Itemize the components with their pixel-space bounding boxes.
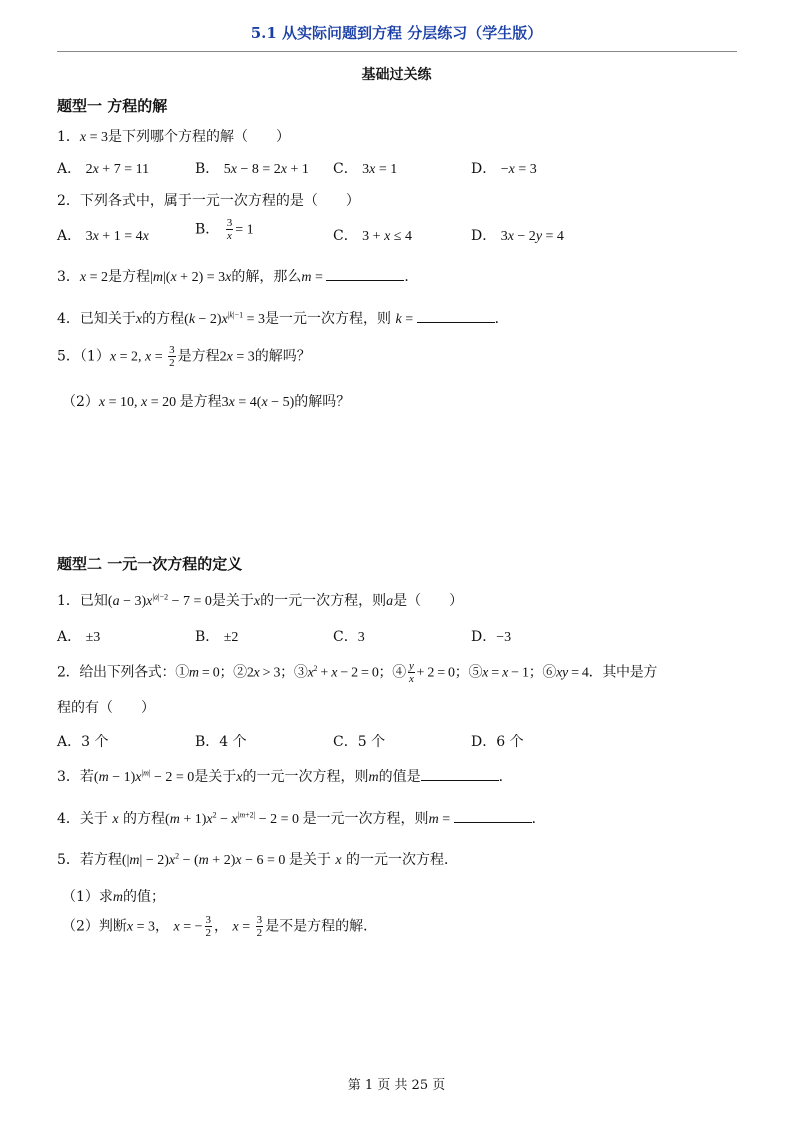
t1-q1-option-c: C． 3x = 1	[333, 161, 398, 177]
t1-q2-option-a: A． 3x + 1 = 4x	[57, 228, 149, 244]
t1-q2-stem: 2．下列各式中，属于一元一次方程的是（ ）	[57, 193, 360, 209]
type2-heading: 题型二 一元一次方程的定义	[57, 555, 243, 573]
answer-blank[interactable]	[454, 810, 532, 823]
t2-q1-option-c: C．3	[333, 629, 365, 645]
t1-q2-option-b: B． $\frac{3}{x}$ = 1	[195, 217, 254, 242]
t2-q1-option-d: D．−3	[471, 629, 512, 645]
type1-heading: 题型一 方程的解	[57, 97, 168, 115]
t1-q1-option-d: D． −x = 3	[471, 161, 537, 177]
t2-q1: 1．已知$(a - 3)x^{|a|-2} - 7 = 0$是关于x的一元一次方程，则a是（ ）	[57, 592, 464, 609]
answer-blank[interactable]	[421, 768, 499, 781]
math-expression: x	[79, 130, 87, 145]
t2-q4: 4．关于 x 的方程$(m + 1)x^2 - x^{|m+2|} - 2 = 0$ 是一元一次方程，则m = ．	[57, 810, 546, 827]
t2-q1-option-a: A． ±3	[57, 629, 101, 645]
t2-q2-option-a: A．3 个	[57, 734, 109, 750]
page-number: 第 1 页 共 25 页	[347, 1078, 446, 1093]
document-title: 5.1 从实际问题到方程 分层练习（学生版）	[250, 24, 543, 42]
answer-blank[interactable]	[326, 268, 404, 281]
t1-q3: 3．x = 2是方程|m|(x + 2) = 3x的解，那么m = ．	[57, 269, 419, 285]
question-number: 1．	[57, 129, 80, 145]
question-text: 是下列哪个方程的解（ ）	[108, 129, 291, 145]
t2-q5-part1: （1）求m的值；	[62, 889, 166, 905]
t1-q2-option-d: D． 3x − 2y = 4	[471, 228, 564, 244]
t2-q2-option-c: C．5 个	[333, 734, 386, 750]
t2-q5: 5．若方程$(|m| - 2)x^2 - (m + 2)x - 6 = 0$ 是关于 x 的一元一次方程．	[57, 851, 458, 868]
t1-q1-option-b: B． 5x − 8 = 2x + 1	[195, 161, 309, 177]
t2-q1-option-b: B． ±2	[195, 629, 239, 645]
t1-q5-part2: （2）x = 10, x = 20 是方程3x = 4(x − 5)的解吗？	[62, 394, 351, 410]
t2-q2-stem-cont: 程的有（ ）	[57, 700, 155, 716]
t1-q1-stem: 1．x = 3是下列哪个方程的解（ ）	[57, 129, 291, 145]
t1-q5-part1: 5．（1）x = 2, x = $\frac{3}{2}$ 是方程2x = 3的解吗？	[57, 344, 311, 369]
section-title: 基础过关练	[361, 67, 432, 83]
t1-q4: 4．已知关于x的方程$(k - 2)x^{|k|-1} = 3$是一元一次方程，则 k = ．	[57, 310, 509, 327]
t2-q3: 3．若$(m - 1)x^{|m|} - 2 = 0$是关于x的一元一次方程，则m的值是 ．	[57, 768, 513, 785]
t2-q2-option-d: D．6 个	[471, 734, 524, 750]
answer-blank[interactable]	[417, 310, 495, 323]
t2-q5-part2: （2）判断x = 3， x = − $\frac{3}{2}$ ， x = $\frac{3}{2}$ 是不是方程的解．	[62, 914, 378, 939]
t1-q1-option-a: A． 2x + 7 = 11	[57, 161, 150, 177]
t2-q2-option-b: B．4 个	[195, 734, 247, 750]
t2-q2-stem: 2．给出下列各式：①m = 0；②2x > 3；$③x^2 + x - 2 = 0$；④ $\frac{y}{x}$ + 2 = 0；⑤x = x − 1；⑥xy = 4．其中是方	[57, 660, 658, 685]
header-divider	[57, 51, 737, 52]
t1-q2-option-c: C． 3 + x ≤ 4	[333, 228, 412, 244]
